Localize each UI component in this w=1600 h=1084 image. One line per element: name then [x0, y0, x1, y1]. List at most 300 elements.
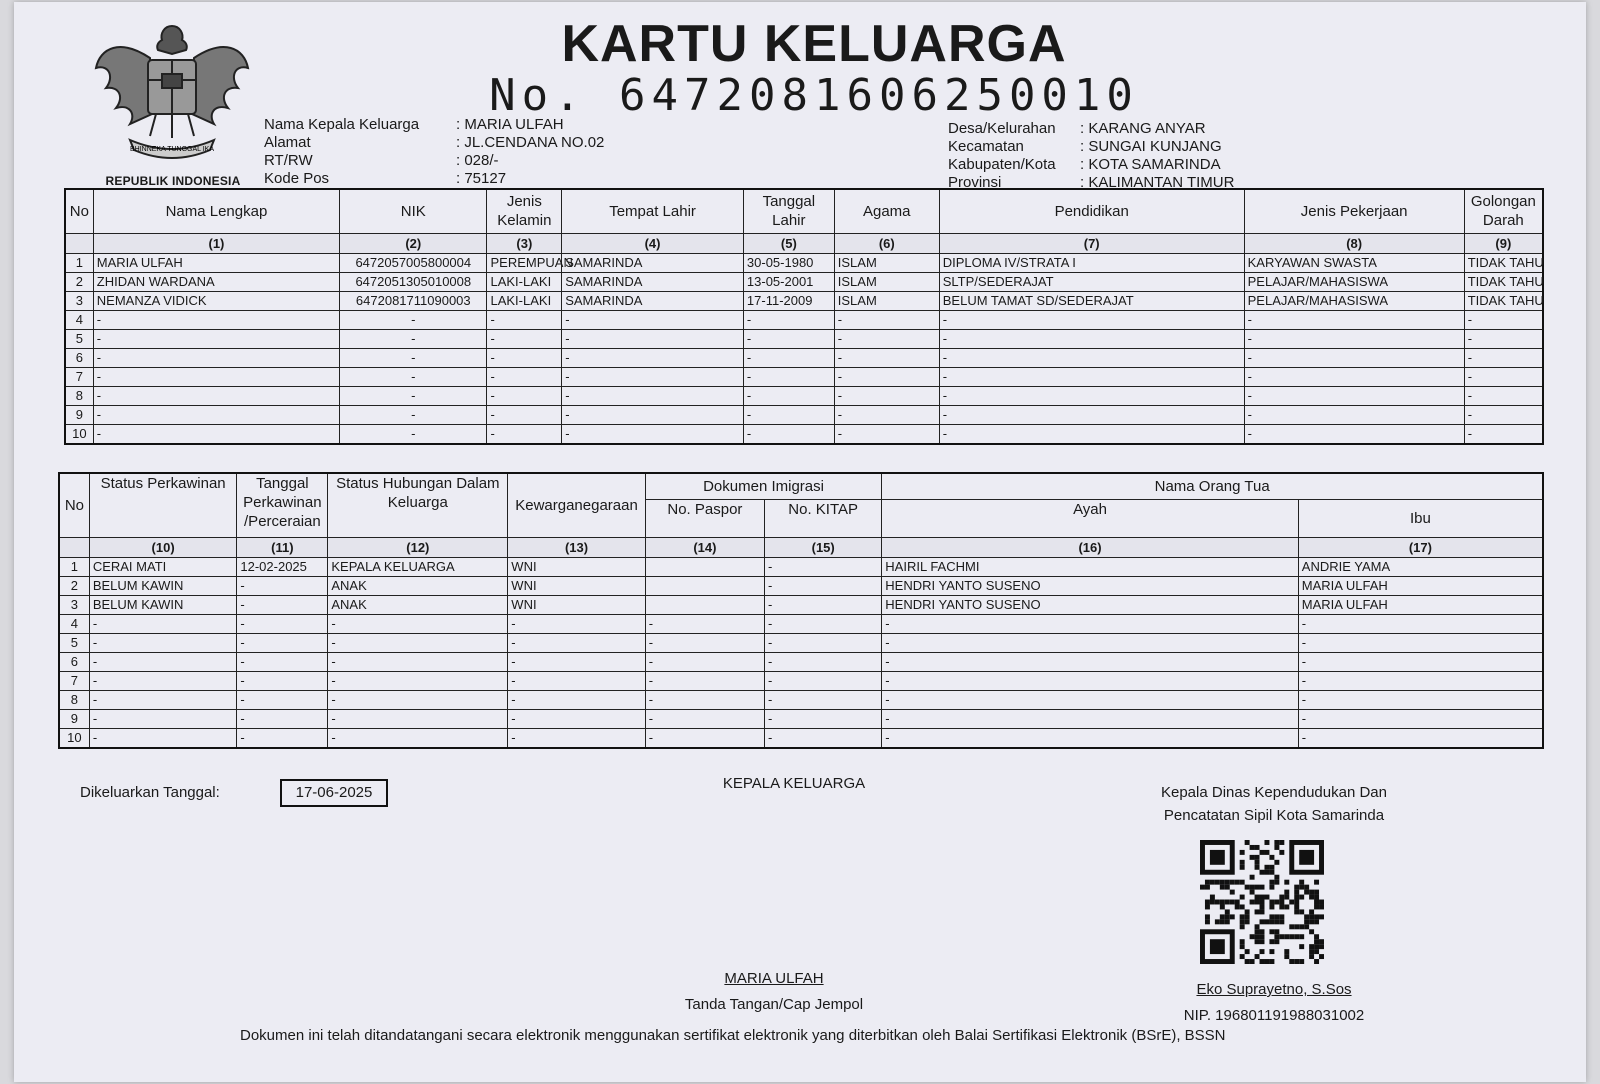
table-row: [59, 652, 1543, 671]
info-label: Provinsi: [948, 174, 1002, 191]
col-index: (6): [834, 233, 939, 253]
table-cell: -: [743, 329, 834, 348]
table-cell: -: [328, 690, 508, 709]
table-cell: -: [89, 652, 237, 671]
col-header-nik: NIK: [340, 189, 487, 233]
table-cell: HAIRIL FACHMI: [882, 557, 1298, 576]
table-cell: SLTP/SEDERAJAT: [939, 272, 1244, 291]
info-label: Desa/Kelurahan: [948, 120, 1056, 137]
table-cell: -: [89, 690, 237, 709]
table-cell: TIDAK TAHU: [1464, 272, 1543, 291]
issuing-office-line-2: Pencatatan Sipil Kota Samarinda: [1163, 807, 1385, 824]
info-value: : KALIMANTAN TIMUR: [1080, 174, 1235, 191]
relations-index-row: [59, 537, 1543, 557]
info-value: : 028/-: [456, 152, 499, 169]
table-cell: -: [1298, 633, 1543, 652]
relations-table-body: [59, 557, 1543, 748]
table-cell: -: [237, 728, 328, 748]
relations-header-row-1: [59, 473, 1543, 499]
info-row-address: [264, 134, 604, 152]
table-cell: -: [743, 367, 834, 386]
table-cell: -: [645, 709, 764, 728]
col-index: (7): [939, 233, 1244, 253]
col-index: (4): [562, 233, 744, 253]
table-cell: -: [882, 671, 1298, 690]
table-cell: -: [765, 690, 882, 709]
table-cell: ANAK: [328, 576, 508, 595]
col-header-education: Pendidikan: [939, 189, 1244, 233]
table-cell: TIDAK TAHU: [1464, 291, 1543, 310]
table-cell: -: [1244, 348, 1464, 367]
table-row: [65, 405, 1543, 424]
table-cell: [645, 595, 764, 614]
table-cell: -: [487, 405, 562, 424]
table-cell: -: [487, 348, 562, 367]
table-cell: -: [89, 728, 237, 748]
table-row: [59, 709, 1543, 728]
col-header-blood-type: Golongan Darah: [1464, 189, 1543, 233]
table-cell: -: [939, 424, 1244, 444]
info-label: Kecamatan: [948, 138, 1024, 155]
col-header-mother: Ibu: [1298, 499, 1543, 537]
table-row: [65, 424, 1543, 444]
table-cell: -: [237, 671, 328, 690]
table-cell: MARIA ULFAH: [1298, 576, 1543, 595]
col-header-citizenship: Kewarganegaraan: [508, 473, 645, 537]
table-cell: -: [939, 329, 1244, 348]
info-value: : KOTA SAMARINDA: [1080, 156, 1221, 173]
table-cell: 2: [59, 576, 89, 595]
col-header-relationship: Status Hubungan Dalam Keluarga: [328, 473, 508, 537]
members-table-body: [65, 253, 1543, 444]
table-cell: -: [508, 652, 645, 671]
table-cell: -: [508, 614, 645, 633]
table-cell: -: [508, 671, 645, 690]
col-header-immigration-docs: Dokumen Imigrasi: [645, 473, 882, 499]
table-cell: -: [1298, 671, 1543, 690]
table-cell: -: [1244, 424, 1464, 444]
table-cell: ISLAM: [834, 291, 939, 310]
table-row: [59, 614, 1543, 633]
table-cell: ISLAM: [834, 272, 939, 291]
table-cell: -: [1244, 405, 1464, 424]
table-cell: -: [939, 367, 1244, 386]
table-cell: ANAK: [328, 595, 508, 614]
table-cell: -: [1464, 310, 1543, 329]
table-cell: 5: [59, 633, 89, 652]
table-cell: -: [1464, 367, 1543, 386]
table-cell: 12-02-2025: [237, 557, 328, 576]
table-cell: -: [93, 367, 339, 386]
table-cell: -: [508, 728, 645, 748]
table-cell: 3: [65, 291, 93, 310]
table-cell: -: [328, 614, 508, 633]
table-row: [59, 671, 1543, 690]
table-cell: -: [834, 405, 939, 424]
table-cell: 4: [65, 310, 93, 329]
table-cell: -: [237, 614, 328, 633]
table-row: [59, 690, 1543, 709]
col-header-kitap: No. KITAP: [765, 499, 882, 537]
table-cell: HENDRI YANTO SUSENO: [882, 576, 1298, 595]
table-cell: -: [328, 709, 508, 728]
table-cell: SAMARINDA: [562, 291, 744, 310]
info-label: Nama Kepala Keluarga: [264, 116, 420, 133]
col-header-religion: Agama: [834, 189, 939, 233]
col-header-no: No: [59, 473, 89, 537]
issuing-office-line-1: Kepala Dinas Kependudukan Dan: [1160, 784, 1387, 801]
table-cell: -: [882, 652, 1298, 671]
issued-date-value: 17-06-2025: [280, 779, 388, 807]
members-table: [64, 188, 1544, 445]
table-cell: -: [645, 690, 764, 709]
col-index: (1): [93, 233, 339, 253]
table-cell: 6: [59, 652, 89, 671]
table-row: [65, 291, 1543, 310]
table-cell: -: [882, 709, 1298, 728]
document-title: KARTU KELUARGA: [561, 15, 1067, 73]
col-header-parents: Nama Orang Tua: [882, 473, 1543, 499]
info-row-rt-rw: [264, 152, 604, 170]
table-cell: TIDAK TAHU: [1464, 253, 1543, 272]
info-value: : SUNGAI KUNJANG: [1080, 138, 1222, 155]
table-cell: -: [765, 709, 882, 728]
table-cell: -: [743, 348, 834, 367]
table-row: [65, 272, 1543, 291]
table-cell: -: [93, 424, 339, 444]
table-cell: -: [1298, 614, 1543, 633]
table-cell: -: [487, 424, 562, 444]
table-cell: -: [237, 633, 328, 652]
table-cell: -: [328, 671, 508, 690]
table-cell: 1: [65, 253, 93, 272]
table-cell: ISLAM: [834, 253, 939, 272]
table-cell: -: [834, 329, 939, 348]
table-cell: -: [765, 671, 882, 690]
col-header-birthplace: Tempat Lahir: [562, 189, 744, 233]
table-row: [65, 329, 1543, 348]
table-row: [59, 595, 1543, 614]
table-cell: -: [743, 386, 834, 405]
table-cell: -: [328, 633, 508, 652]
table-cell: -: [1464, 424, 1543, 444]
col-index: [65, 233, 93, 253]
table-cell: -: [89, 709, 237, 728]
emblem-caption: REPUBLIK INDONESIA: [105, 174, 241, 188]
table-row: [65, 348, 1543, 367]
table-cell: -: [1244, 329, 1464, 348]
table-cell: -: [1464, 386, 1543, 405]
table-cell: -: [645, 633, 764, 652]
table-cell: -: [237, 576, 328, 595]
family-card-sheet: [14, 2, 1586, 1082]
table-cell: [645, 557, 764, 576]
table-cell: -: [765, 557, 882, 576]
table-cell: -: [765, 652, 882, 671]
info-row-city: [948, 156, 1234, 174]
table-cell: -: [834, 348, 939, 367]
col-header-marital-status: Status Perkawinan: [89, 473, 237, 537]
table-cell: WNI: [508, 595, 645, 614]
col-index: [59, 537, 89, 557]
col-header-marriage-date: Tanggal Perkawinan /Perceraian: [237, 473, 328, 537]
table-cell: -: [1298, 690, 1543, 709]
table-cell: -: [340, 424, 487, 444]
col-header-full-name: Nama Lengkap: [93, 189, 339, 233]
electronic-signature-notice: Dokumen ini telah ditandatangani secara elektronik menggunakan sertifikat elektronik yang diterbitkan oleh Balai Sertifikasi Elektronik (BSrE), BSSN: [240, 1027, 1226, 1044]
info-row-village: [948, 120, 1234, 138]
table-cell: -: [562, 348, 744, 367]
table-cell: -: [340, 310, 487, 329]
col-index: (3): [487, 233, 562, 253]
table-cell: -: [89, 671, 237, 690]
issued-date-label: Dikeluarkan Tanggal:: [80, 784, 220, 801]
table-cell: -: [743, 310, 834, 329]
table-cell: -: [939, 310, 1244, 329]
table-cell: 5: [65, 329, 93, 348]
table-cell: -: [93, 386, 339, 405]
table-cell: -: [562, 386, 744, 405]
info-value: : MARIA ULFAH: [456, 116, 564, 133]
table-cell: -: [834, 424, 939, 444]
official-nip: NIP. 196801191988031002: [1183, 1007, 1365, 1024]
table-cell: DIPLOMA IV/STRATA I: [939, 253, 1244, 272]
table-cell: -: [237, 709, 328, 728]
table-row: [65, 253, 1543, 272]
table-cell: KARYAWAN SWASTA: [1244, 253, 1464, 272]
info-row-head-of-family: [264, 116, 604, 134]
table-cell: PELAJAR/MAHASISWA: [1244, 291, 1464, 310]
table-cell: -: [340, 405, 487, 424]
table-cell: -: [93, 329, 339, 348]
table-cell: BELUM KAWIN: [89, 576, 237, 595]
col-index: (10): [89, 537, 237, 557]
col-index: (12): [328, 537, 508, 557]
table-cell: -: [237, 652, 328, 671]
col-header-father: Ayah: [882, 499, 1298, 537]
table-cell: -: [834, 367, 939, 386]
info-row-postal-code: [264, 170, 604, 188]
table-cell: -: [93, 310, 339, 329]
table-cell: 2: [65, 272, 93, 291]
table-cell: NEMANZA VIDICK: [93, 291, 339, 310]
table-cell: MARIA ULFAH: [1298, 595, 1543, 614]
table-cell: 6: [65, 348, 93, 367]
info-row-district: [948, 138, 1234, 156]
table-cell: -: [562, 367, 744, 386]
table-cell: -: [645, 614, 764, 633]
table-cell: -: [237, 595, 328, 614]
household-info-right: [948, 120, 1234, 192]
col-index: (15): [765, 537, 882, 557]
table-cell: 17-11-2009: [743, 291, 834, 310]
table-cell: -: [237, 690, 328, 709]
family-card-number: No. 6472081606250010: [489, 70, 1139, 121]
table-cell: -: [939, 386, 1244, 405]
issuing-office: [1094, 781, 1454, 827]
table-cell: -: [1244, 310, 1464, 329]
table-cell: -: [765, 595, 882, 614]
table-row: [59, 633, 1543, 652]
table-cell: MARIA ULFAH: [93, 253, 339, 272]
emblem-motto: BHINNEKA TUNGGAL IKA: [129, 146, 215, 153]
table-cell: -: [1244, 367, 1464, 386]
table-cell: -: [882, 614, 1298, 633]
garuda-emblem-icon: [90, 18, 254, 168]
table-cell: -: [834, 310, 939, 329]
col-header-birthdate: Tanggal Lahir: [743, 189, 834, 233]
head-of-family-signature-name: MARIA ULFAH: [724, 970, 824, 987]
table-row: [65, 386, 1543, 405]
table-cell: -: [1464, 405, 1543, 424]
table-cell: -: [89, 633, 237, 652]
table-cell: -: [882, 690, 1298, 709]
info-value: : JL.CENDANA NO.02: [456, 134, 605, 151]
table-cell: CERAI MATI: [89, 557, 237, 576]
table-cell: -: [93, 348, 339, 367]
table-cell: -: [765, 614, 882, 633]
table-cell: KEPALA KELUARGA: [328, 557, 508, 576]
head-of-family-label: KEPALA KELUARGA: [722, 775, 866, 792]
col-header-no: No: [65, 189, 93, 233]
table-cell: ANDRIE YAMA: [1298, 557, 1543, 576]
official-name: Eko Suprayetno, S.Sos: [1196, 981, 1352, 998]
info-label: Alamat: [264, 134, 311, 151]
table-cell: -: [834, 386, 939, 405]
table-cell: 6472057005800004: [340, 253, 487, 272]
table-cell: -: [765, 728, 882, 748]
table-cell: -: [328, 728, 508, 748]
members-index-row: [65, 233, 1543, 253]
col-header-gender: Jenis Kelamin: [487, 189, 562, 233]
table-cell: 3: [59, 595, 89, 614]
info-label: RT/RW: [264, 152, 313, 169]
table-cell: -: [1298, 728, 1543, 748]
table-cell: SAMARINDA: [562, 253, 744, 272]
relations-table: [58, 472, 1544, 749]
table-cell: 13-05-2001: [743, 272, 834, 291]
table-cell: -: [340, 367, 487, 386]
table-cell: -: [508, 709, 645, 728]
col-index: (16): [882, 537, 1298, 557]
table-cell: -: [939, 405, 1244, 424]
table-row: [65, 367, 1543, 386]
table-cell: -: [939, 348, 1244, 367]
col-index: (2): [340, 233, 487, 253]
table-cell: -: [743, 424, 834, 444]
table-cell: -: [1298, 709, 1543, 728]
table-cell: -: [89, 614, 237, 633]
col-header-passport: No. Paspor: [645, 499, 764, 537]
table-cell: 7: [59, 671, 89, 690]
table-cell: -: [562, 329, 744, 348]
table-cell: 8: [65, 386, 93, 405]
table-cell: PELAJAR/MAHASISWA: [1244, 272, 1464, 291]
table-cell: 1: [59, 557, 89, 576]
signature-caption: Tanda Tangan/Cap Jempol: [684, 996, 864, 1013]
table-cell: 4: [59, 614, 89, 633]
table-cell: 30-05-1980: [743, 253, 834, 272]
table-row: [59, 728, 1543, 748]
table-cell: -: [645, 671, 764, 690]
col-index: (14): [645, 537, 764, 557]
col-header-occupation: Jenis Pekerjaan: [1244, 189, 1464, 233]
table-cell: -: [645, 652, 764, 671]
info-label: Kode Pos: [264, 170, 330, 187]
table-cell: -: [93, 405, 339, 424]
table-cell: WNI: [508, 576, 645, 595]
table-cell: -: [562, 405, 744, 424]
table-cell: SAMARINDA: [562, 272, 744, 291]
table-cell: 9: [59, 709, 89, 728]
table-cell: -: [487, 329, 562, 348]
table-cell: -: [1464, 348, 1543, 367]
table-cell: 10: [65, 424, 93, 444]
table-cell: -: [487, 386, 562, 405]
table-cell: -: [508, 690, 645, 709]
table-cell: -: [487, 310, 562, 329]
table-cell: -: [645, 728, 764, 748]
table-cell: -: [562, 424, 744, 444]
household-info-left: [264, 116, 604, 188]
table-cell: -: [1244, 386, 1464, 405]
table-cell: BELUM KAWIN: [89, 595, 237, 614]
table-cell: -: [882, 728, 1298, 748]
table-cell: 6472051305010008: [340, 272, 487, 291]
table-cell: 9: [65, 405, 93, 424]
table-cell: ZHIDAN WARDANA: [93, 272, 339, 291]
table-cell: 8: [59, 690, 89, 709]
col-index: (9): [1464, 233, 1543, 253]
table-cell: -: [765, 633, 882, 652]
qr-code-icon: [1200, 840, 1324, 964]
table-cell: -: [340, 348, 487, 367]
table-row: [59, 576, 1543, 595]
col-index: (11): [237, 537, 328, 557]
table-cell: -: [562, 310, 744, 329]
table-cell: WNI: [508, 557, 645, 576]
members-header-row: [65, 189, 1543, 233]
table-cell: -: [882, 633, 1298, 652]
table-cell: PEREMPUAN: [487, 253, 562, 272]
table-cell: 10: [59, 728, 89, 748]
info-label: Kabupaten/Kota: [948, 156, 1056, 173]
table-cell: -: [1464, 329, 1543, 348]
col-index: (17): [1298, 537, 1543, 557]
table-row: [65, 310, 1543, 329]
table-cell: -: [487, 367, 562, 386]
table-cell: HENDRI YANTO SUSENO: [882, 595, 1298, 614]
col-index: (13): [508, 537, 645, 557]
table-cell: -: [340, 386, 487, 405]
info-value: : KARANG ANYAR: [1080, 120, 1206, 137]
table-row: [59, 557, 1543, 576]
table-cell: -: [508, 633, 645, 652]
table-cell: -: [765, 576, 882, 595]
table-cell: -: [1298, 652, 1543, 671]
col-index: (8): [1244, 233, 1464, 253]
table-cell: BELUM TAMAT SD/SEDERAJAT: [939, 291, 1244, 310]
table-cell: LAKI-LAKI: [487, 291, 562, 310]
table-cell: LAKI-LAKI: [487, 272, 562, 291]
col-index: (5): [743, 233, 834, 253]
table-cell: -: [743, 405, 834, 424]
table-cell: -: [340, 329, 487, 348]
table-cell: -: [328, 652, 508, 671]
info-value: : 75127: [456, 170, 507, 187]
table-cell: 6472081711090003: [340, 291, 487, 310]
table-cell: 7: [65, 367, 93, 386]
